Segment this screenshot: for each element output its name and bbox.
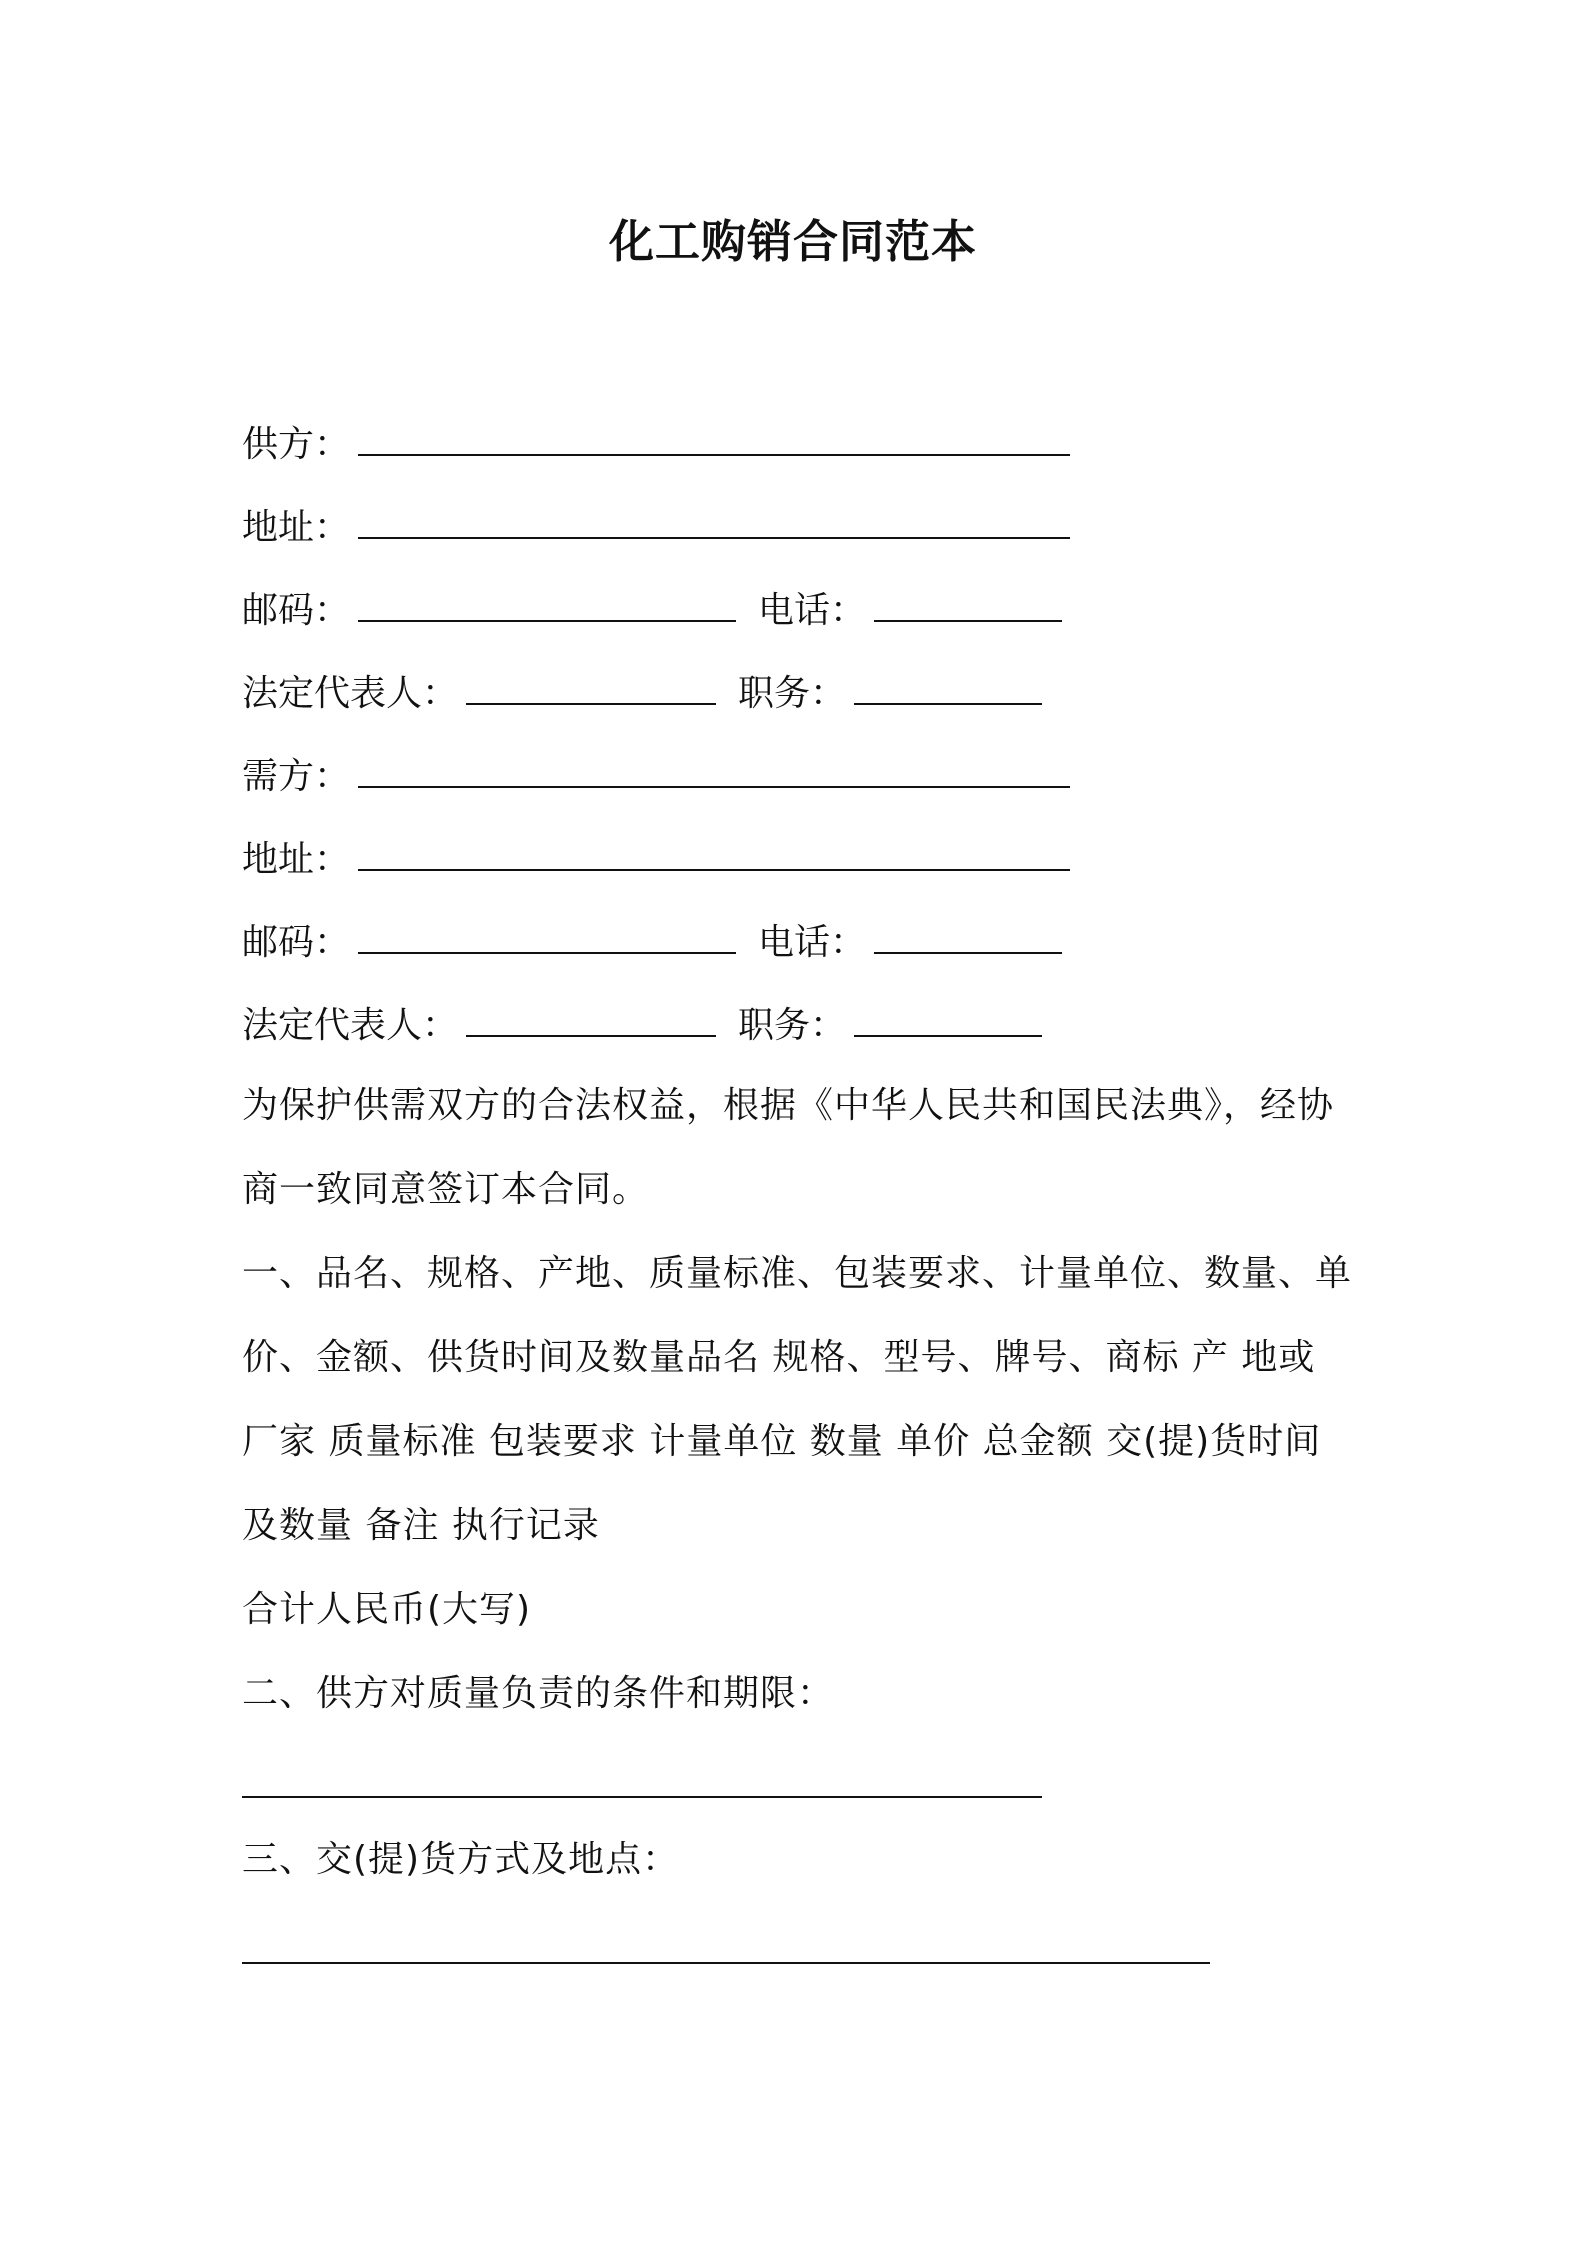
- buyer-phone-label: 电话：: [758, 922, 867, 963]
- supplier-name-label: 供方：: [242, 424, 351, 465]
- section-2-heading: 二、供方对质量负责的条件和期限：: [242, 1673, 835, 1714]
- buyer-name-blank: [358, 758, 1070, 788]
- buyer-postcode-blank: [358, 924, 736, 954]
- supplier-legal-rep-row: [242, 669, 1042, 719]
- buyer-position-blank: [854, 1007, 1042, 1037]
- supplier-postcode-label: 邮码：: [242, 590, 351, 631]
- supplier-name-row: [242, 420, 1070, 470]
- supplier-legal-rep-blank: [466, 675, 716, 705]
- total-rmb-label: 合计人民币(大写): [242, 1589, 532, 1630]
- supplier-postcode-phone-row: [242, 586, 1062, 636]
- buyer-position-label: 职务：: [738, 1005, 847, 1046]
- supplier-phone-label: 电话：: [758, 590, 867, 631]
- buyer-address-row: [242, 835, 1070, 885]
- buyer-legal-rep-blank: [466, 1007, 716, 1037]
- buyer-legal-rep-label: 法定代表人：: [242, 1005, 459, 1046]
- supplier-position-blank: [854, 675, 1042, 705]
- supplier-position-label: 职务：: [738, 673, 847, 714]
- supplier-address-blank: [358, 509, 1070, 539]
- buyer-postcode-label: 邮码：: [242, 922, 351, 963]
- supplier-name-blank: [358, 426, 1070, 456]
- section-3-blank-line: [242, 1962, 1210, 1964]
- buyer-name-row: [242, 752, 1070, 802]
- buyer-address-blank: [358, 841, 1070, 871]
- buyer-postcode-phone-row: [242, 918, 1062, 968]
- buyer-name-label: 需方：: [242, 756, 351, 797]
- section-1-paragraph: 一、品名、规格、产地、质量标准、包装要求、计量单位、数量、单价、金额、供货时间及数量品名 规格、型号、牌号、商标 产 地或厂家 质量标准 包装要求 计量单位 数量 单价 总金额 交(提)货时间及数量 备注 执行记录: [242, 1253, 1353, 1546]
- supplier-legal-rep-label: 法定代表人：: [242, 673, 459, 714]
- buyer-legal-rep-row: [242, 1001, 1042, 1051]
- preamble-paragraph: 为保护供需双方的合法权益，根据《中华人民共和国民法典》，经协商一致同意签订本合同。: [242, 1085, 1335, 1210]
- supplier-phone-blank: [874, 592, 1062, 622]
- buyer-address-label: 地址：: [242, 839, 351, 880]
- buyer-phone-blank: [874, 924, 1062, 954]
- section-3-heading: 三、交(提)货方式及地点：: [242, 1839, 680, 1880]
- section-2-blank-line: [242, 1796, 1042, 1798]
- supplier-address-row: [242, 503, 1070, 553]
- document-title: 化工购销合同范本: [608, 215, 977, 268]
- supplier-address-label: 地址：: [242, 507, 351, 548]
- supplier-postcode-blank: [358, 592, 736, 622]
